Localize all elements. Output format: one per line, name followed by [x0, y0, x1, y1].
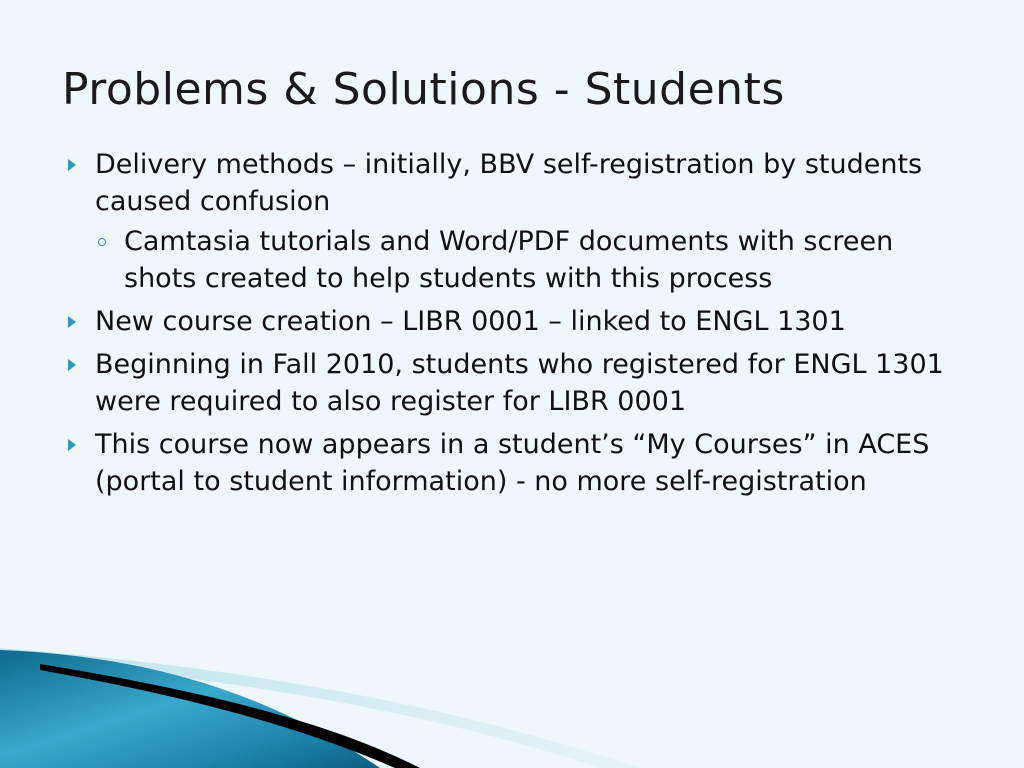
bullet-item — [0, 303, 965, 340]
bullet-item — [0, 346, 965, 420]
bullet-item — [0, 146, 965, 220]
sub-bullet-item — [0, 223, 964, 297]
triangle-bullet-icon — [68, 439, 76, 451]
bullet-list — [0, 146, 1024, 500]
triangle-bullet-icon — [68, 159, 76, 171]
circle-bullet-icon — [98, 238, 106, 246]
bullet-text: New course creation – LIBR 0001 – linked to ENGL 1301 — [95, 306, 846, 337]
bullet-text: Beginning in Fall 2010, students who registered for ENGL 1301 were required to also register for LIBR 0001 — [95, 349, 944, 417]
bullet-text: Delivery methods – initially, BBV self-registration by students caused confusion — [95, 149, 923, 217]
triangle-bullet-icon — [68, 316, 76, 328]
sub-bullet-text: Camtasia tutorials and Word/PDF documents with screen shots created to help students with this process — [124, 226, 894, 294]
bullet-text: This course now appears in a student’s “My Courses” in ACES (portal to student information) - no more self-registration — [95, 429, 930, 497]
slide-title: Problems & Solutions - Students — [62, 64, 785, 115]
triangle-bullet-icon — [68, 359, 76, 371]
bullet-item — [0, 426, 965, 500]
